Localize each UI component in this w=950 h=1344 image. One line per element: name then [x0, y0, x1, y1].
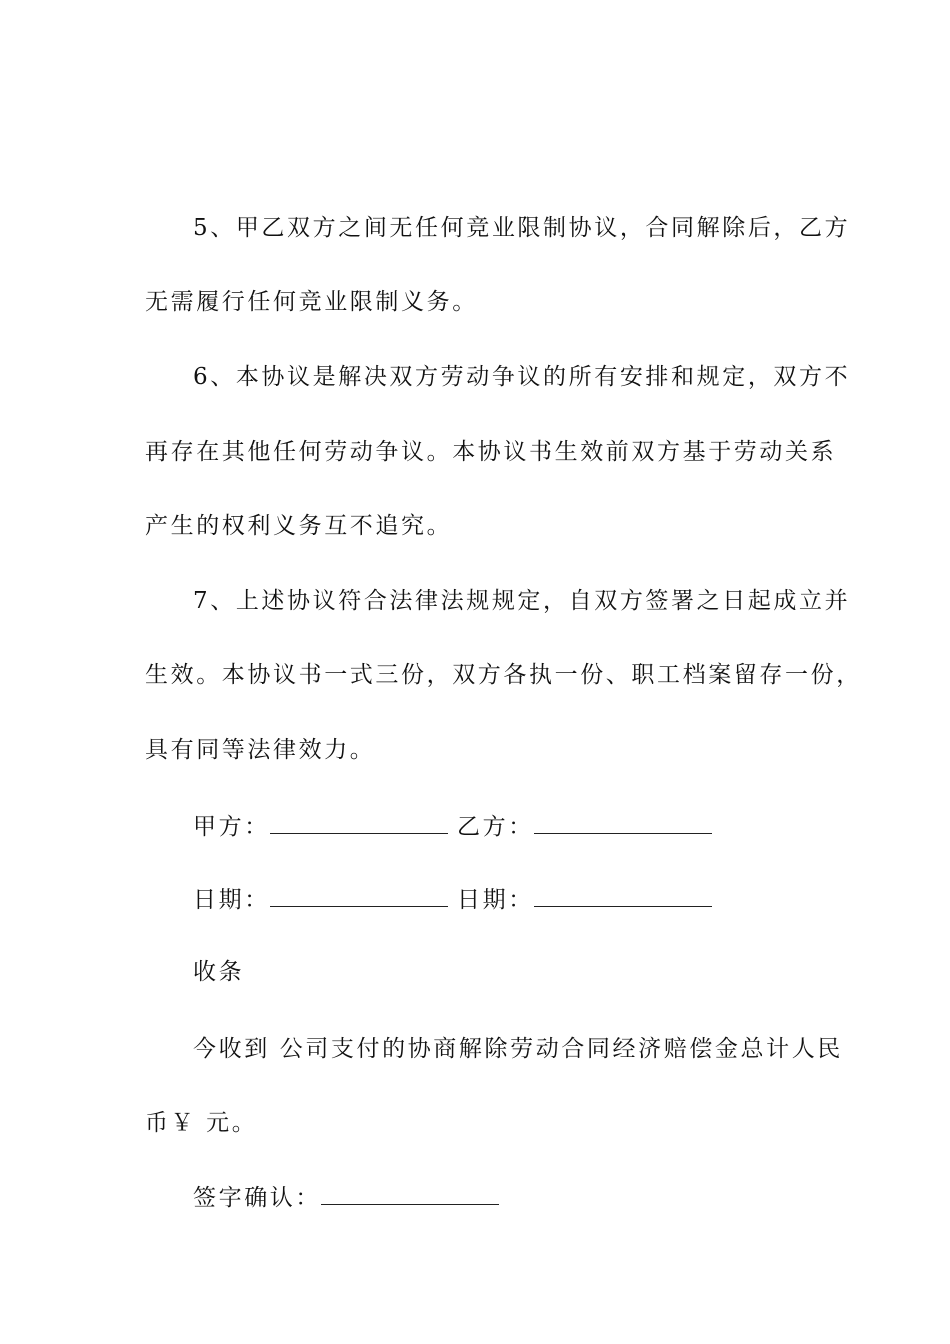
clause-5-line-2: 无需履行任何竞业限制义务。	[145, 289, 478, 315]
clause-7-line-2: 生效。本协议书一式三份，双方各执一份、职工档案留存一份，	[145, 662, 862, 688]
clause-7-line-3: 具有同等法律效力。	[145, 737, 376, 763]
receipt-line-2: 币￥ 元。	[145, 1110, 258, 1136]
date-b	[457, 884, 712, 915]
date-b-blank[interactable]	[534, 884, 712, 907]
party-b-blank[interactable]	[534, 811, 712, 834]
date-a-label: 日期：	[193, 887, 270, 913]
clause-7-line-1: 7、上述协议符合法律法规规定，自双方签署之日起成立并	[193, 588, 851, 614]
party-a-label: 甲方：	[193, 814, 270, 840]
date-a	[193, 884, 448, 915]
clause-6-line-1: 6、本协议是解决双方劳动争议的所有安排和规定，双方不	[193, 364, 851, 390]
party-a-blank[interactable]	[270, 811, 448, 834]
date-b-label: 日期：	[457, 887, 534, 913]
party-b-label: 乙方：	[457, 814, 534, 840]
receipt-confirm-blank[interactable]	[321, 1182, 499, 1205]
receipt-line-1: 今收到 公司支付的协商解除劳动合同经济赔偿金总计人民	[193, 1036, 843, 1062]
receipt-signature	[193, 1182, 499, 1213]
party-b-signature	[457, 811, 712, 842]
receipt-confirm-label: 签字确认：	[193, 1185, 321, 1211]
date-a-blank[interactable]	[270, 884, 448, 907]
clause-6-line-3: 产生的权利义务互不追究。	[145, 513, 453, 539]
receipt-title: 收条	[193, 959, 245, 985]
clause-5-line-1: 5、甲乙双方之间无任何竞业限制协议，合同解除后，乙方	[193, 215, 851, 241]
clause-6-line-2: 再存在其他任何劳动争议。本协议书生效前双方基于劳动关系	[145, 439, 837, 465]
party-a-signature	[193, 811, 448, 842]
